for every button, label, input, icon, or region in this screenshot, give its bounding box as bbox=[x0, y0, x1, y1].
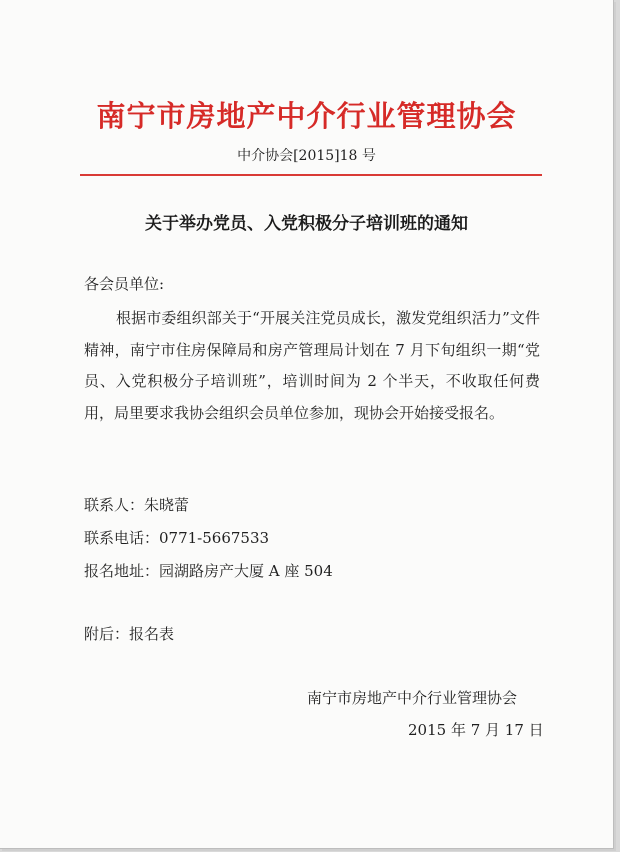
registration-address: 报名地址：园湖路房产大厦 A 座 504 bbox=[84, 562, 333, 580]
contact-phone: 联系电话：0771-5667533 bbox=[84, 529, 270, 547]
organization-header: 南宁市房地产中介行业管理协会 bbox=[96, 99, 517, 133]
red-divider-rule bbox=[80, 174, 542, 176]
signature-date: 2015 年 7 月 17 日 bbox=[408, 721, 544, 739]
contact-person: 联系人：朱晓蕾 bbox=[84, 496, 190, 514]
notice-title: 关于举办党员、入党积极分子培训班的通知 bbox=[145, 214, 468, 234]
attachment-note: 附后：报名表 bbox=[84, 625, 175, 643]
notice-body-paragraph: 根据市委组织部关于“开展关注党员成长，激发党组织活力”文件精神，南宁市住房保障局和房产管理局计划在 7 月下旬组织一期“党员、入党积极分子培训班”，培训时间为 2 个半天，不收取任何费用，局里要求我协会组织会员单位参加，现协会开始接受报名。 bbox=[84, 309, 540, 422]
signature-organization: 南宁市房地产中介行业管理协会 bbox=[307, 689, 518, 707]
document-number: 中介协会[2015]18 号 bbox=[237, 148, 376, 164]
salutation: 各会员单位: bbox=[84, 275, 165, 293]
